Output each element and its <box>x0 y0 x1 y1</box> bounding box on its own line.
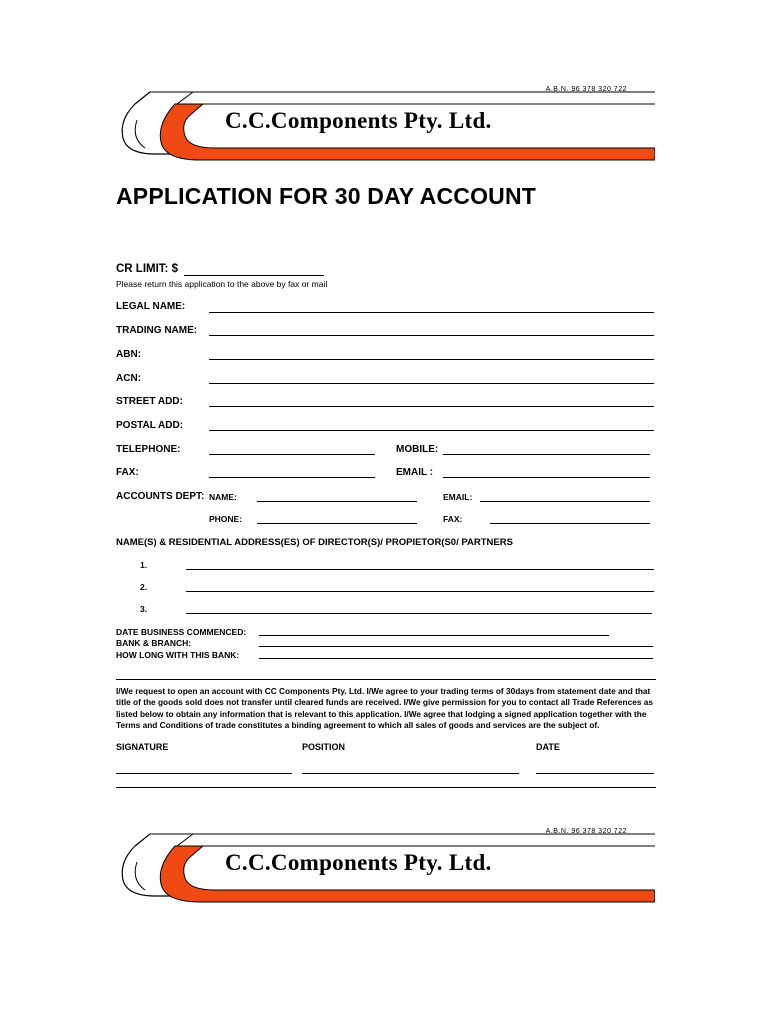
signature-label: SIGNATURE <box>116 742 169 752</box>
company-name: C.C.Components Pty. Ltd. <box>225 850 492 875</box>
acc-name-label: NAME: <box>209 492 237 502</box>
director-number-2: 2. <box>140 582 148 592</box>
director-number-3: 3. <box>140 604 148 614</box>
abn-label: ABN: <box>116 349 141 360</box>
postal-add-label: POSTAL ADD: <box>116 420 184 431</box>
acn-label: ACN: <box>116 373 141 384</box>
date-commenced-field[interactable] <box>259 635 609 636</box>
abn-field[interactable] <box>209 359 654 360</box>
mobile-label: MOBILE: <box>396 444 439 455</box>
postal-add-field[interactable] <box>209 430 654 431</box>
return-note: Please return this application to the above by fax or mail <box>116 279 328 289</box>
declaration-text: I/We request to open an account with CC Components Pty. Ltd. I/We agree to your trading terms of 30days from statement date and that title of the goods sold does not transfer until cleared funds are received. I/We give permission for you to contact all Trade References as listed below to obtain any information that is relevant to this application. I/We agree that lodging a signed application together with the Terms and Conditions of trade constitutes a binding agreement to which all sales of goods and services are the subject of. <box>116 686 653 730</box>
cr-limit-label: CR LIMIT: $ <box>116 263 178 275</box>
signature-field[interactable] <box>116 773 292 774</box>
street-add-field[interactable] <box>209 406 654 407</box>
divider-bottom <box>116 787 656 788</box>
company-logo-top <box>115 86 655 162</box>
date-field[interactable] <box>536 773 654 774</box>
telephone-field[interactable] <box>209 454 375 455</box>
telephone-label: TELEPHONE: <box>116 444 181 455</box>
page-title: APPLICATION FOR 30 DAY ACCOUNT <box>116 183 537 209</box>
acn-field[interactable] <box>209 383 654 384</box>
position-label: POSITION <box>302 742 346 752</box>
director-field-1[interactable] <box>186 569 654 570</box>
legal-name-field[interactable] <box>209 312 654 313</box>
trading-name-label: TRADING NAME: <box>116 325 198 336</box>
fax-field[interactable] <box>209 477 375 478</box>
acc-phone-field[interactable] <box>257 523 417 524</box>
director-field-2[interactable] <box>186 591 654 592</box>
fax-label: FAX: <box>116 467 139 478</box>
directors-heading: NAME(S) & RESIDENTIAL ADDRESS(ES) OF DIRECTOR(S)/ PROPIETOR(S0/ PARTNERS <box>116 537 513 548</box>
email-field[interactable] <box>443 477 650 478</box>
acc-fax-field[interactable] <box>490 523 650 524</box>
bank-branch-label: BANK & BRANCH: <box>116 638 192 648</box>
mobile-field[interactable] <box>443 454 650 455</box>
date-label: DATE <box>536 742 560 752</box>
cr-limit-field[interactable] <box>184 275 324 276</box>
acc-name-field[interactable] <box>257 501 417 502</box>
director-number-1: 1. <box>140 560 148 570</box>
street-add-label: STREET ADD: <box>116 396 183 407</box>
director-field-3[interactable] <box>186 613 652 614</box>
email-label: EMAIL : <box>396 467 434 478</box>
acc-email-label: EMAIL: <box>443 492 473 502</box>
company-name: C.C.Components Pty. Ltd. <box>225 108 492 133</box>
acc-fax-label: FAX: <box>443 514 463 524</box>
accounts-dept-label: ACCOUNTS DEPT: <box>116 491 205 502</box>
divider-top <box>116 679 656 680</box>
company-logo-bottom <box>115 828 655 904</box>
date-commenced-label: DATE BUSINESS COMMENCED: <box>116 627 247 637</box>
acc-email-field[interactable] <box>480 501 650 502</box>
how-long-label: HOW LONG WITH THIS BANK: <box>116 650 240 660</box>
abn-text: A.B.N. 96 378 320 722 <box>545 86 627 93</box>
trading-name-field[interactable] <box>209 335 654 336</box>
position-field[interactable] <box>302 773 519 774</box>
legal-name-label: LEGAL NAME: <box>116 301 186 312</box>
bank-branch-field[interactable] <box>259 646 653 647</box>
abn-text: A.B.N. 96 378 320 722 <box>545 828 627 835</box>
how-long-field[interactable] <box>259 658 653 659</box>
acc-phone-label: PHONE: <box>209 514 243 524</box>
